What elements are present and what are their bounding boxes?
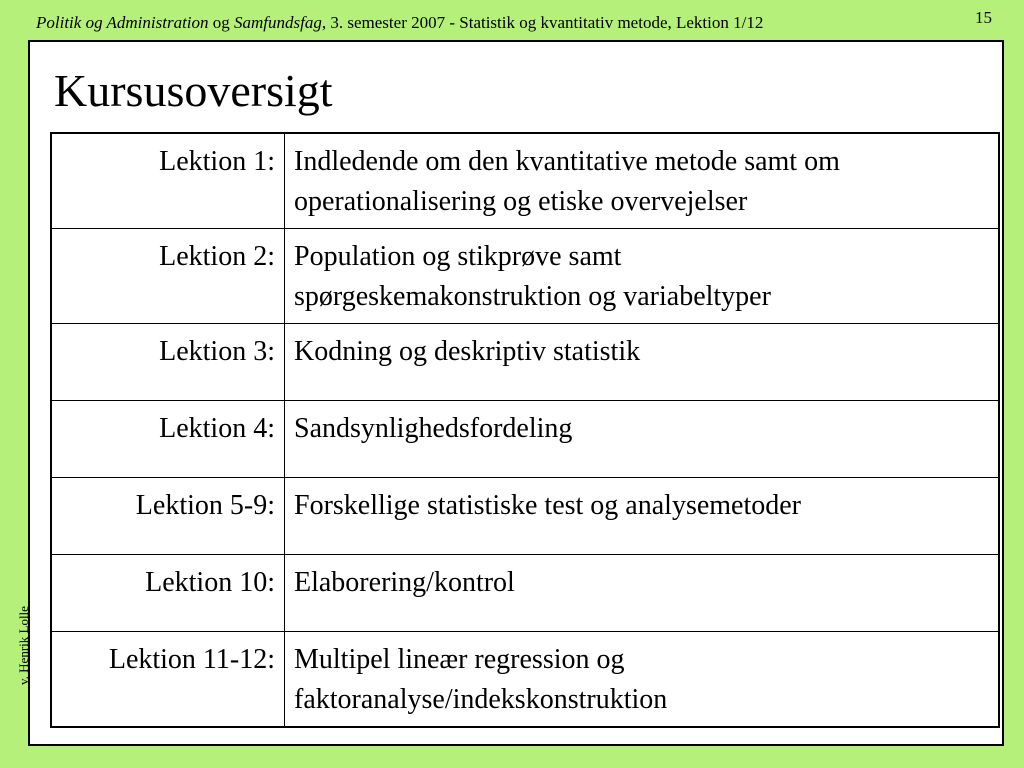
description-cell — [285, 401, 1000, 478]
description-line: operationalisering og etiske overvejelser — [294, 186, 748, 217]
table-row — [51, 401, 999, 478]
description-cell — [285, 324, 1000, 401]
description-line: Forskellige statistiske test og analysemetoder — [294, 490, 802, 521]
description-line: Kodning og deskriptiv statistik — [294, 336, 641, 367]
slide-title: Kursusoversigt — [54, 65, 333, 116]
description-line: Indledende om den kvantitative metode samt om — [294, 146, 840, 177]
table-row — [51, 632, 999, 728]
lesson-cell: Lektion 3: — [51, 324, 285, 401]
description-line: spørgeskemakonstruktion og variabeltyper — [294, 281, 771, 312]
description-cell — [285, 478, 1000, 555]
table-row — [51, 229, 999, 324]
lesson-cell: Lektion 5-9: — [51, 478, 285, 555]
lesson-cell: Lektion 1: — [51, 133, 285, 229]
description-line: faktoranalyse/indekskonstruktion — [294, 684, 668, 715]
author-credit: v. Henrik Lolle — [16, 606, 31, 685]
page-number: 15 — [975, 8, 992, 27]
description-cell — [285, 133, 1000, 229]
lesson-cell: Lektion 11-12: — [51, 632, 285, 728]
description-cell — [285, 555, 1000, 632]
table-row — [51, 555, 999, 632]
header-program: Politik og Administration — [36, 13, 209, 32]
description-line: Population og stikprøve samt — [294, 241, 622, 272]
header-course-info: , 3. semester 2007 - Statistik og kvantitativ metode, Lektion 1/12 — [321, 13, 764, 32]
description-line: Multipel lineær regression og — [294, 644, 625, 675]
header-subject: Samfundsfag — [234, 13, 322, 32]
lesson-cell: Lektion 2: — [51, 229, 285, 324]
slide-header — [36, 13, 763, 33]
description-cell — [285, 229, 1000, 324]
lesson-cell: Lektion 10: — [51, 555, 285, 632]
course-overview-table — [50, 132, 1000, 728]
description-line: Sandsynlighedsfordeling — [294, 413, 573, 444]
table-row — [51, 324, 999, 401]
lesson-cell: Lektion 4: — [51, 401, 285, 478]
table-row — [51, 133, 999, 229]
header-conjunction: og — [208, 13, 235, 32]
description-cell — [285, 632, 1000, 728]
table-row — [51, 478, 999, 555]
description-line: Elaborering/kontrol — [294, 567, 515, 598]
